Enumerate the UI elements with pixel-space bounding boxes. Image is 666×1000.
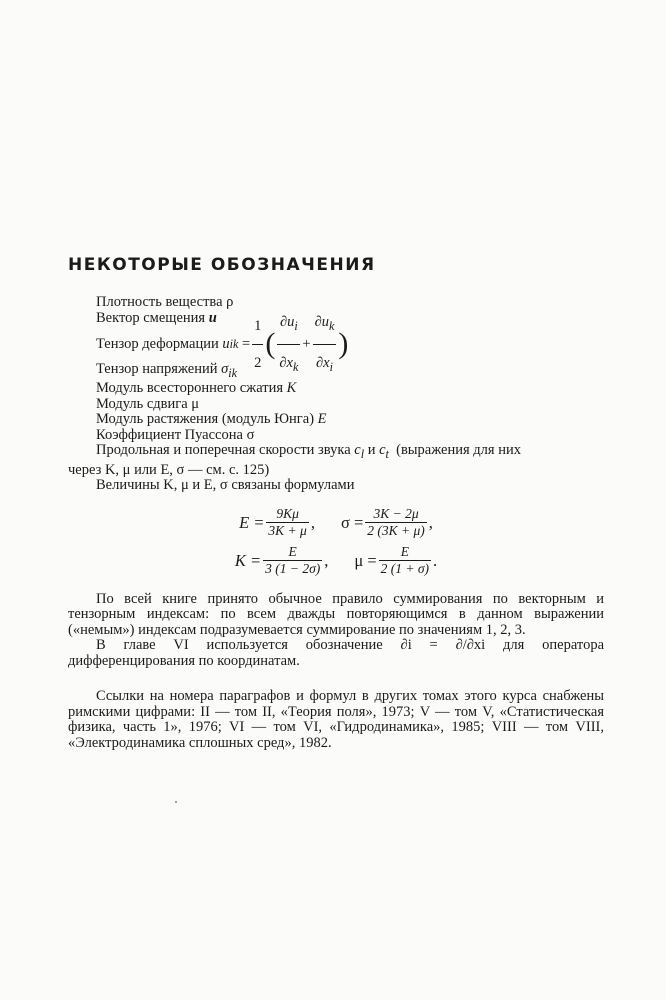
notation-bulk-modulus: Модуль всестороннего сжатия K <box>96 380 297 397</box>
page-title: НЕКОТОРЫЕ ОБОЗНАЧЕНИЯ <box>68 255 376 275</box>
formula-row-1: E = $\frac{9K\mu}{3K + \mu}$ , σ = $\frac{3K - 2\mu}{2 (3K + \mu)}$ , <box>239 506 433 539</box>
derivative-fraction-1: $\frac{\partial u_i}{\partial x_k}$ <box>277 304 300 385</box>
notation-density: Плотность вещества ρ <box>96 294 234 310</box>
speck <box>175 801 177 803</box>
notation-sound-speeds-cont: через K, μ или E, σ — см. с. 125) <box>68 461 270 478</box>
notation-sound-speeds: Продольная и поперечная скорости звука $c_l$ и $c_t$ (выражения для них <box>96 442 521 462</box>
notation-shear-modulus: Модуль сдвига μ <box>96 395 200 412</box>
E-fraction: $\frac{9K\mu}{3K + \mu}$ <box>268 506 307 539</box>
density-symbol: ρ <box>226 294 234 310</box>
notation-poisson-ratio: Коэффициент Пуассона σ <box>96 426 255 443</box>
mu-fraction: $\frac{E}{2 (1 + \sigma)}$ <box>380 544 430 577</box>
displacement-symbol: u <box>208 309 217 326</box>
derivative-fraction-2: $\frac{\partial u_k}{\partial x_i}$ <box>313 304 337 385</box>
summation-convention-paragraph: По всей книге принято обычное правило суммирования по векторным и тензорным индексам: по всем дважды повторяющимся в данном выражении («немым») индексам подразумевается суммирование по значениям 1, 2, 3. <box>68 590 604 638</box>
page-content <box>68 255 604 751</box>
notation-strain-tensor: Тензор деформации u ik = $\frac{1}{2}$ ( $\frac{\partial u_i}{\partial x_k}$ + $\frac{\partial u_k}{\partial x_i}$ ) <box>68 326 604 362</box>
notation-young-modulus: Модуль растяжения (модуль Юнга) E <box>96 411 327 428</box>
notation-stress-tensor: Тензор напряжений $\sigma_{ik}$ <box>96 361 237 380</box>
notation-displacement: Вектор смещения u <box>96 309 217 326</box>
half-fraction: $\frac{1}{2}$ <box>252 308 263 381</box>
formula-row-2: K = $\frac{E}{3 (1 - 2\sigma)}$ , μ = $\frac{E}{2 (1 + \sigma)}$ . <box>234 544 438 577</box>
chapter-vi-paragraph: В главе VI используется обозначение ∂i = ∂/∂xi для оператора дифференцирования по координатам. <box>68 637 604 669</box>
references-paragraph: Ссылки на номера параграфов и формул в других томах этого курса снабжены римскими цифрами: II — том II, «Теория поля», 1973; V — том V, «Статистическая физика, часть 1», 1976; VI — том VI, «Гидродинамика», 1985; VIII — том VIII, «Электродинамика сплошных сред», 1982. <box>68 688 604 751</box>
relations-intro: Величины K, μ и E, σ связаны формулами <box>96 477 355 494</box>
elastic-relations <box>68 504 604 580</box>
K-fraction: $\frac{E}{3 (1 - 2\sigma)}$ <box>265 544 321 577</box>
sigma-fraction: $\frac{3K - 2\mu}{2 (3K + \mu)}$ <box>367 506 425 539</box>
